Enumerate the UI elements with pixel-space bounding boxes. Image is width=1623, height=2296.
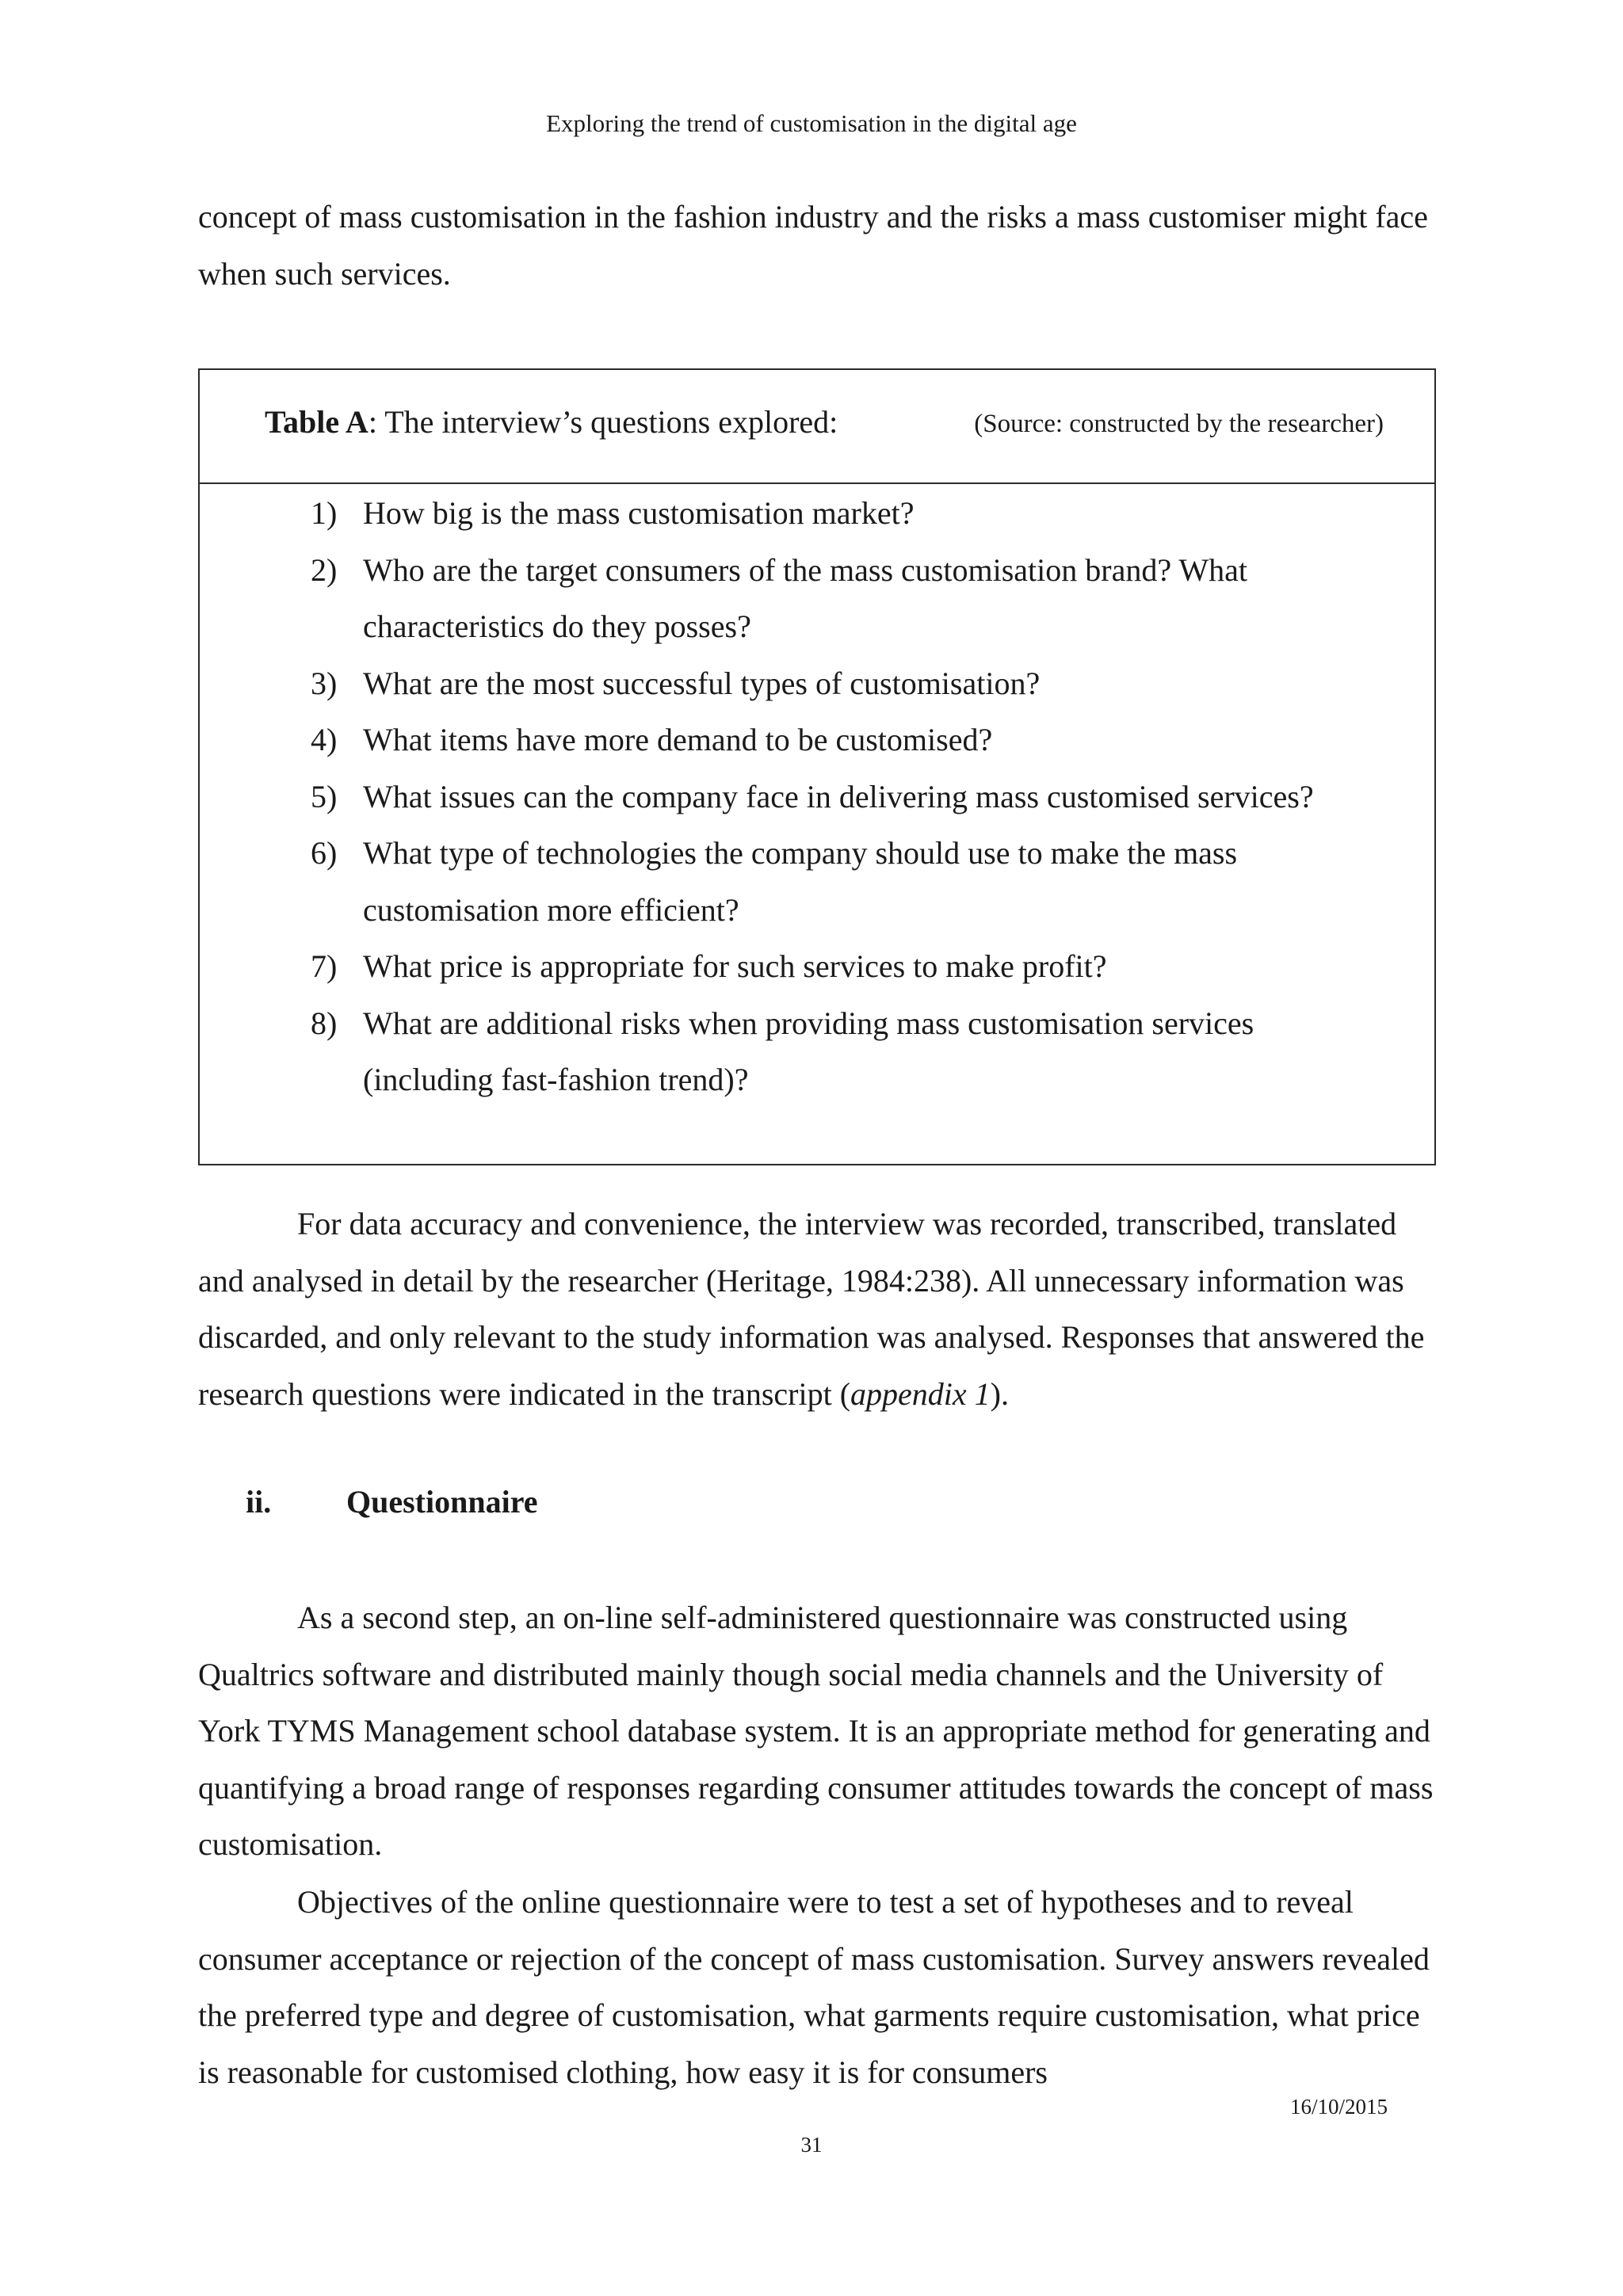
question-number: 2) xyxy=(311,551,338,588)
running-header: Exploring the trend of customisation in the digital age xyxy=(546,109,1077,137)
paragraph-questionnaire-method: As a second step, an on-line self-administered questionnaire was constructed using Qualtrics software and distributed mainly though social media channels and the University of York TYMS Management school database system. It is an appropriate method for generating and quantifying a broad range of responses regarding consumer attitudes towards the concept of mass customisation. xyxy=(198,1600,1434,1862)
interview-text-end: ). xyxy=(990,1375,1009,1412)
appendix-reference: appendix 1 xyxy=(850,1375,991,1412)
question-number: 6) xyxy=(311,835,338,871)
question-text: What are the most successful types of customisation? xyxy=(363,665,1041,701)
section-heading xyxy=(246,1483,538,1520)
table-header-row xyxy=(200,370,1434,484)
question-item xyxy=(200,485,1434,542)
paragraph-interview xyxy=(198,1196,1442,1422)
paragraph-continuation: concept of mass customisation in the fashion industry and the risks a mass customiser might face when such services. xyxy=(198,199,1428,292)
question-item xyxy=(200,995,1434,1108)
question-text: What price is appropriate for such services to make profit? xyxy=(363,948,1107,984)
page-number: 31 xyxy=(800,2133,823,2157)
question-number: 1) xyxy=(311,495,338,531)
question-text: Who are the target consumers of the mass customisation brand? What characteristics do they posses? xyxy=(363,551,1247,644)
question-number: 3) xyxy=(311,665,338,701)
footer-date: 16/10/2015 xyxy=(1289,2095,1388,2119)
question-text: What items have more demand to be customised? xyxy=(363,722,993,757)
table-caption xyxy=(265,403,838,441)
question-number: 5) xyxy=(311,778,338,814)
question-number: 7) xyxy=(311,948,338,984)
question-text: What are additional risks when providing mass customisation services (including fast-fashion trend)? xyxy=(363,1005,1254,1097)
question-text: What issues can the company face in delivering mass customised services? xyxy=(363,778,1314,814)
question-item xyxy=(200,938,1434,995)
interview-questions-table xyxy=(198,368,1436,1165)
question-number: 4) xyxy=(311,722,338,757)
question-item xyxy=(200,542,1434,655)
question-item xyxy=(200,711,1434,769)
table-caption-text: : The interview’s questions explored: xyxy=(368,404,838,440)
question-text: What type of technologies the company should use to make the mass customisation more efficient? xyxy=(363,835,1238,928)
interview-text: For data accuracy and convenience, the interview was recorded, transcribed, translated and analysed in detail by the researcher (Heritage, 1984:238). All unnecessary information was discarded, and only relevant to the study information was analysed. Responses that answered the research questions were indicated in the transcript ( xyxy=(198,1206,1425,1412)
section-title: Questionnaire xyxy=(346,1484,538,1520)
section-number: ii. xyxy=(246,1484,272,1520)
table-source: (Source: constructed by the researcher) xyxy=(974,410,1384,438)
table-label: Table A xyxy=(265,404,369,440)
question-text: How big is the mass customisation market? xyxy=(363,495,915,531)
paragraph-questionnaire-objectives: Objectives of the online questionnaire were to test a set of hypotheses and to reveal consumer acceptance or rejection of the concept of mass customisation. Survey answers revealed the preferred type and degree of customisation, what garments require customisation, what price is reasonable for customised clothing, how easy it is for consumers xyxy=(198,1884,1430,2090)
question-item xyxy=(200,655,1434,712)
question-item xyxy=(200,769,1434,826)
question-item xyxy=(200,825,1434,938)
question-list xyxy=(200,485,1434,1108)
question-number: 8) xyxy=(311,1005,338,1041)
